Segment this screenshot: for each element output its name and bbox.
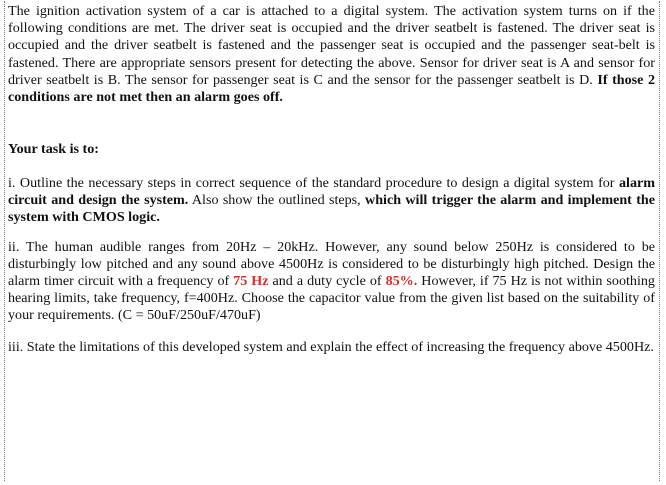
frequency-value: 75 Hz — [233, 273, 269, 290]
spacer — [8, 227, 655, 239]
spacer — [8, 158, 655, 175]
spacer — [8, 106, 655, 140]
alarm-condition-text: If those 2 conditions are not met then an alarm goes off. — [8, 71, 656, 106]
intro-paragraph — [8, 3, 655, 106]
document-page — [4, 1, 660, 481]
question-2: ii. The human audible ranges from 20Hz – 20kHz. However, any sound below 250Hz is considered to be disturbingly low pitched and any sound above 4500Hz is considered to be disturbingly high pitched. Design the alarm timer circuit with a frequency of 75 Hz and a duty cycle of 85%. However, if 75 Hz is not within soothing hearing limits, take frequency, f=400Hz. Choose the capacitor value from the given list based on the suitability of your requirements. (C = 50uF/250uF/470uF) — [8, 238, 655, 324]
question-1: i. Outline the necessary steps in correct sequence of the standard procedure to design a digital system for alarm circuit and design the system. Also show the outlined steps, which will trigger the alarm and implement the system with CMOS logic. — [8, 175, 655, 226]
question-3: iii. State the limitations of this developed system and explain the effect of increasing the frequency above 4500Hz. — [8, 338, 654, 355]
intro-text: The ignition activation system of a car is attached to a digital system. The activation system turns on if the following conditions are met. The driver seat is occupied and the driver seatbelt is fastened. The driver seat is occupied and the driver seatbelt is fastened and the passenger seat is occupied and the passenger seat-belt is fastened. There are appropriate sensors present for detecting the above. Sensor for driver seat is A and sensor for driver seatbelt is B. The sensor for passenger seat is C and the sensor for the passenger seatbelt is D. — [8, 3, 655, 88]
task-heading: Your task is to: — [8, 140, 99, 157]
spacer — [8, 325, 655, 339]
duty-cycle-value: 85%. — [385, 273, 418, 290]
